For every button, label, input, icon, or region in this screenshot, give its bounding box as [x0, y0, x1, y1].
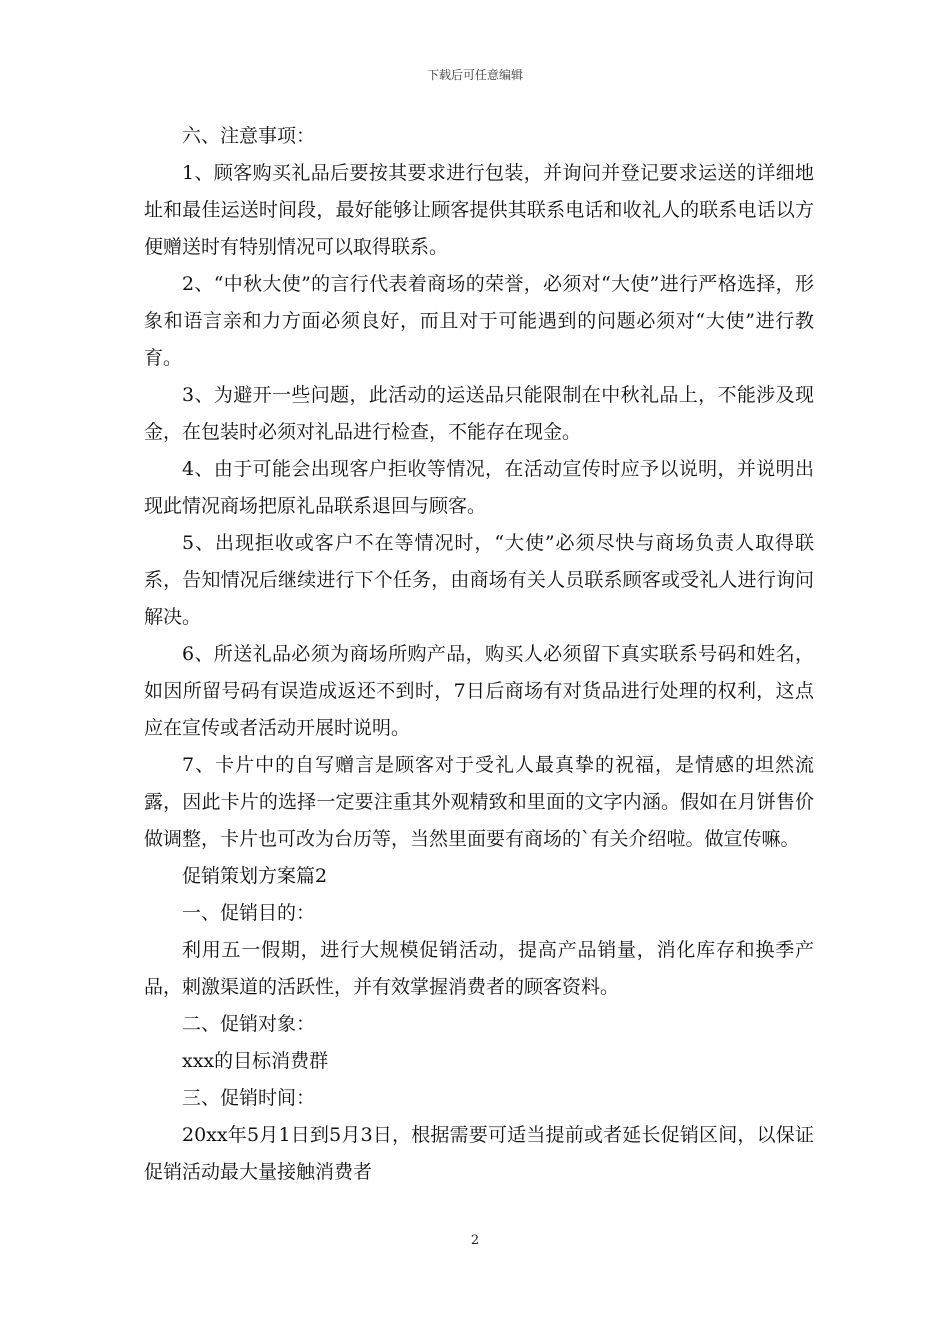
paragraph: 利用五一假期，进行大规模促销活动，提高产品销量，消化库存和换季产品，刺激渠道的活跃性，并有效掌握消费者的顾客资料。 — [144, 939, 814, 998]
paragraph: 2、“中秋大使”的言行代表着商场的荣誉，必须对“大使”进行严格选择，形象和语言亲和力方面必须良好，而且对于可能遇到的问题必须对“大使”进行教育。 — [144, 273, 814, 369]
paragraph: 1、顾客购买礼品后要按其要求进行包装，并询问并登记要求运送的详细地址和最佳运送时间段，最好能够让顾客提供其联系电话和收礼人的联系电话以方便赠送时有特别情况可以取得联系。 — [144, 162, 814, 258]
paragraph: 6、所送礼品必须为商场所购产品，购买人必须留下真实联系号码和姓名，如因所留号码有误造成返还不到时，7日后商场有对货品进行处理的权利，这点应在宣传或者活动开展时说明。 — [144, 643, 814, 739]
paragraph: 4、由于可能会出现客户拒收等情况，在活动宣传时应予以说明，并说明出现此情况商场把原礼品联系退回与顾客。 — [144, 458, 814, 517]
section-heading-purpose: 一、促销目的： — [182, 902, 316, 924]
document-body — [144, 118, 814, 1191]
page-number: 2 — [470, 1233, 480, 1248]
paragraph: 3、为避开一些问题，此活动的运送品只能限制在中秋礼品上，不能涉及现金，在包装时必须对礼品进行检查，不能存在现金。 — [144, 384, 814, 443]
paragraph: 7、卡片中的自写赠言是顾客对于受礼人最真挚的祝福，是情感的坦然流露，因此卡片的选择一定要注重其外观精致和里面的文字内涵。假如在月饼售价做调整，卡片也可改为台历等，当然里面要有商场的`有关介绍啦。做宣传嘛。 — [144, 754, 814, 850]
paragraph: 5、出现拒收或客户不在等情况时，“大使”必须尽快与商场负责人取得联系，告知情况后继续进行下个任务，由商场有关人员联系顾客或受礼人进行询问解决。 — [144, 532, 814, 628]
paragraph: 20xx年5月1日到5月3日，根据需要可适当提前或者延长促销区间，以保证促销活动最大量接触消费者 — [144, 1124, 814, 1183]
section-heading-target: 二、促销对象： — [182, 1013, 316, 1035]
section-title-plan-2: 促销策划方案篇2 — [182, 865, 328, 887]
section-heading-notes: 六、注意事项： — [182, 125, 316, 147]
page-header: 下载后可任意编辑 — [426, 68, 523, 82]
section-heading-time: 三、促销时间： — [182, 1087, 316, 1109]
paragraph: xxx的目标消费群 — [182, 1050, 329, 1072]
